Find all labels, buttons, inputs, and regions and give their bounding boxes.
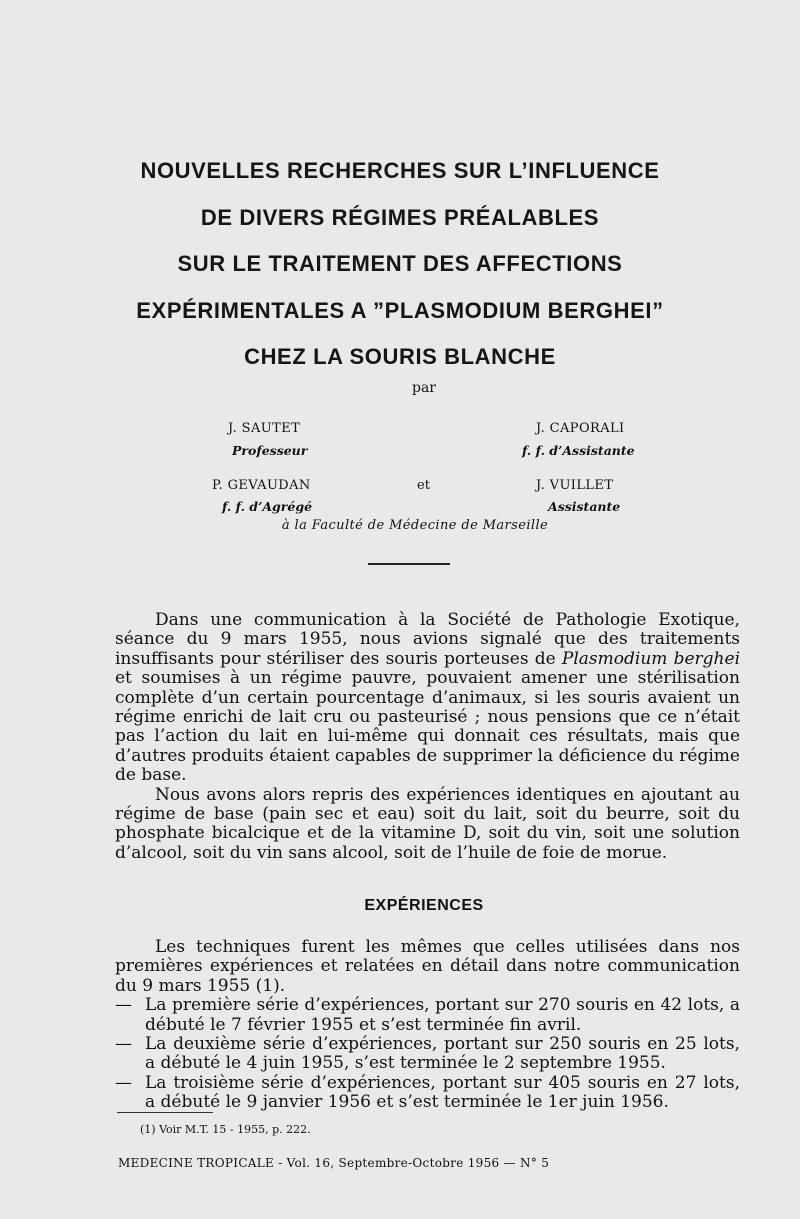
author-role-caporali: f. f. d’Assistante xyxy=(522,443,635,458)
section-heading: EXPÉRIENCES xyxy=(364,897,484,914)
experiences-section xyxy=(115,938,740,1113)
intro-paragraph-2: Nous avons alors repris des expériences identiques en ajoutant au régime de base (pain sec et eau) soit du lait, soit du beurre, soit du phosphate bicalcique et de la vitamine D, soit du vin, soit une solution d’alcool, soit du vin sans alcool, soit de l’huile de foie de morue. xyxy=(115,784,740,863)
list-item-text: La première série d’expériences, portant sur 270 souris en 42 lots, a débuté le 7 février 1955 et s’est terminée fin avril. xyxy=(145,995,740,1035)
journal-footer: MEDECINE TROPICALE - Vol. 16, Septembre-Octobre 1956 — N° 5 xyxy=(118,1156,550,1170)
title-line-1: NOUVELLES RECHERCHES SUR L’INFLUENCE xyxy=(140,158,660,183)
affiliation: à la Faculté de Médecine de Marseille xyxy=(281,518,549,533)
intro-paragraph-1 xyxy=(115,611,740,786)
intro-p1-text-a: Dans une communication à la Société de Pathologie Exotique, séance du 9 mars 1955, nous avions signalé que des traitements insuffisants pour stériliser des souris porteuses de xyxy=(115,610,740,669)
article-title xyxy=(0,148,800,381)
species-name: Plasmodium berghei xyxy=(561,648,741,669)
list-dash: — xyxy=(115,1034,132,1055)
list-dash: — xyxy=(115,995,132,1016)
title-line-3: SUR LE TRAITEMENT DES AFFECTIONS xyxy=(177,251,623,276)
experiences-paragraph: Les techniques furent les mêmes que celles utilisées dans nos premières expériences et relatées en détail dans notre communication du 9 mars 1955 (1). xyxy=(115,937,740,996)
author-name-caporali: J. CAPORALI xyxy=(536,421,625,436)
author-name-sautet: J. SAUTET xyxy=(228,421,301,436)
list-dash: — xyxy=(115,1072,132,1093)
byline: par xyxy=(411,380,436,396)
title-separator-rule xyxy=(368,563,450,565)
list-item xyxy=(115,1035,740,1074)
author-name-vuillet: J. VUILLET xyxy=(536,478,614,493)
author-role-sautet: Professeur xyxy=(232,443,308,458)
author-conjunction: et xyxy=(417,478,430,493)
list-item-text: La troisième série d’expériences, portant sur 405 souris en 27 lots, a débuté le 9 janvier 1956 et s’est terminée le 1er juin 1956. xyxy=(145,1072,740,1113)
list-item xyxy=(115,1074,740,1113)
author-role-gevaudan: f. f. d’Agrégé xyxy=(222,499,313,514)
list-item-text: La deuxième série d’expériences, portant sur 250 souris en 25 lots, a débuté le 4 juin 1955, s’est terminée le 2 septembre 1955. xyxy=(145,1034,740,1074)
list-item xyxy=(115,996,740,1035)
footnote: (1) Voir M.T. 15 - 1955, p. 222. xyxy=(140,1123,311,1136)
title-line-2: DE DIVERS RÉGIMES PRÉALABLES xyxy=(200,204,600,230)
author-role-vuillet: Assistante xyxy=(548,499,621,514)
title-line-5: CHEZ LA SOURIS BLANCHE xyxy=(244,344,556,369)
author-name-gevaudan: P. GEVAUDAN xyxy=(212,478,311,493)
footnote-rule xyxy=(117,1112,213,1113)
title-line-4: EXPÉRIMENTALES A ”PLASMODIUM BERGHEI” xyxy=(136,297,664,323)
introduction xyxy=(115,611,740,863)
intro-p1-text-b: et soumises à un régime pauvre, pouvaient amener une stérilisation complète d’un certain pourcentage d’animaux, si les souris avaient un régime enrichi de lait cru ou pasteurisé ; nous pensions que ce n’était pas l’action du lait en lui-même qui donnait ces résultats, mais que d’autres produits étaient capables de supprimer la déficience du régime de base. xyxy=(115,668,740,786)
